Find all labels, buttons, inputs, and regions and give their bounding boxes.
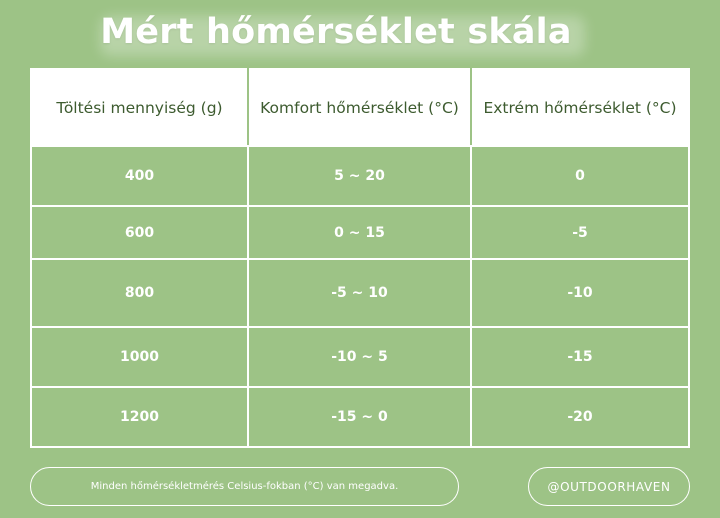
column-header-extreme-temperature: Extrém hőmérséklet (°C) <box>471 69 689 146</box>
celsius-note: Minden hőmérsékletmérés Celsius-fokban (°C) van megadva. <box>30 467 459 506</box>
temperature-scale-table <box>30 68 690 448</box>
fill-amount-cell: 1200 <box>31 387 248 447</box>
page-title: Mért hőmérséklet skála <box>100 12 572 52</box>
extreme-temperature-cell: -5 <box>471 206 689 259</box>
comfort-temperature-cell: 5 ~ 20 <box>248 146 471 206</box>
extreme-temperature-cell: -15 <box>471 327 689 387</box>
column-header-fill-amount: Töltési mennyiség (g) <box>31 69 248 146</box>
extreme-temperature-cell: -10 <box>471 259 689 327</box>
extreme-temperature-cell: -20 <box>471 387 689 447</box>
comfort-temperature-cell: -15 ~ 0 <box>248 387 471 447</box>
brand-handle: @OUTDOORHAVEN <box>528 467 690 506</box>
fill-amount-cell: 800 <box>31 259 248 327</box>
table-row <box>31 327 689 387</box>
column-header-comfort-temperature: Komfort hőmérséklet (°C) <box>248 69 471 146</box>
extreme-temperature-cell: 0 <box>471 146 689 206</box>
table-header-row <box>31 69 689 146</box>
table-row <box>31 259 689 327</box>
table-row <box>31 206 689 259</box>
fill-amount-cell: 400 <box>31 146 248 206</box>
comfort-temperature-cell: -5 ~ 10 <box>248 259 471 327</box>
fill-amount-cell: 600 <box>31 206 248 259</box>
fill-amount-cell: 1000 <box>31 327 248 387</box>
table-row <box>31 387 689 447</box>
table-row <box>31 146 689 206</box>
comfort-temperature-cell: 0 ~ 15 <box>248 206 471 259</box>
comfort-temperature-cell: -10 ~ 5 <box>248 327 471 387</box>
